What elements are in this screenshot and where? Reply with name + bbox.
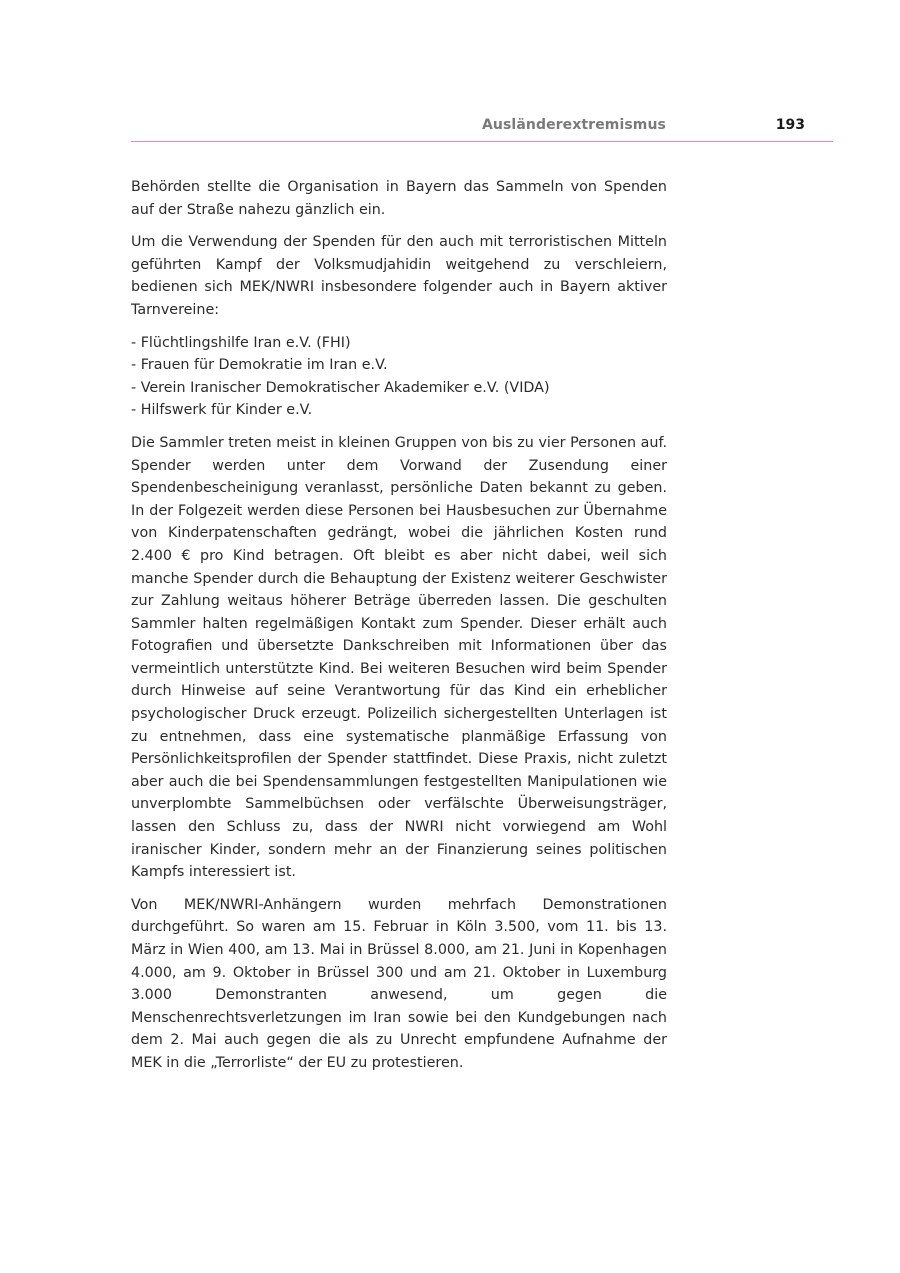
paragraph-collectors: Die Sammler treten meist in kleinen Gruppen von bis zu vier Personen auf. Spender werden unter dem Vorwand der Zusendung einer Spendenbescheinigung veranlasst, persönliche Daten bekannt zu geben. In der Folgezeit werden diese Personen bei Hausbesuchen zur Übernahme von Kinderpatenschaften gedrängt, wobei die jährlichen Kosten rund 2.400 € pro Kind betragen. Oft bleibt es aber nicht dabei, weil sich manche Spender durch die Behauptung der Existenz weiterer Geschwister zur Zahlung weitaus höherer Beträge überreden lassen. Die geschulten Sammler halten regelmäßigen Kontakt zum Spender. Dieser erhält auch Fotografien und übersetzte Dankschreiben mit Informationen über das vermeintlich unterstützte Kind. Bei weiteren Besuchen wird beim Spender durch Hinweise auf seine Verantwortung für das Kind ein erheblicher psychologischer Druck erzeugt. Polizeilich sichergestellten Unterlagen ist zu entnehmen, dass eine systematische planmäßige Erfassung von Persönlichkeitsprofilen der Spender stattfindet. Diese Praxis, nicht zuletzt aber auch die bei Spendensammlungen festgestellten Manipulationen wie unverplombte Sammelbüchsen oder verfälschte Überweisungsträger, lassen den Schluss zu, dass der NWRI nicht vorwiegend am Wohl iranischer Kinder, sondern mehr an der Finanzierung seines politischen Kampfs interessiert ist.: [131, 434, 667, 881]
page-header: [131, 117, 833, 141]
paragraph-demonstrations: Von MEK/NWRI-Anhängern wurden mehrfach Demonstrationen durchgeführt. So waren am 15. Februar in Köln 3.500, vom 11. bis 13. März in Wien 400, am 13. Mai in Brüssel 8.000, am 21. Juni in Kopenhagen 4.000, am 9. Oktober in Brüssel 300 und am 21. Oktober in Luxemburg 3.000 Demonstranten anwesend, um gegen die Menschenrechtsverletzungen im Iran sowie bei den Kundgebungen nach dem 2. Mai auch gegen die als zu Unrecht empfundene Aufnahme der MEK in die „Terrorliste“ der EU zu protestieren.: [131, 896, 667, 1071]
list-item: - Hilfswerk für Kinder e.V.: [131, 402, 313, 419]
paragraph-cover-organizations: Um die Verwendung der Spenden für den auch mit terroristischen Mitteln geführten Kampf der Volksmudjahidin weitgehend zu verschleiern, bedienen sich MEK/NWRI insbesondere folgender auch in Bayern aktiver Tarnvereine:: [131, 234, 667, 318]
list-item: - Frauen für Demokratie im Iran e.V.: [131, 357, 388, 374]
page-number: 193: [775, 117, 805, 133]
cover-organizations-list: [131, 332, 667, 422]
header-divider: [131, 141, 833, 142]
list-item: - Flüchtlingshilfe Iran e.V. (FHI): [131, 334, 351, 351]
list-item: - Verein Iranischer Demokratischer Akademiker e.V. (VIDA): [131, 379, 550, 396]
running-head-title: Ausländerextremismus: [482, 117, 666, 133]
paragraph-intro: Behörden stellte die Organisation in Bayern das Sammeln von Spenden auf der Straße nahezu gänzlich ein.: [131, 179, 667, 218]
body-text: [131, 176, 667, 1085]
